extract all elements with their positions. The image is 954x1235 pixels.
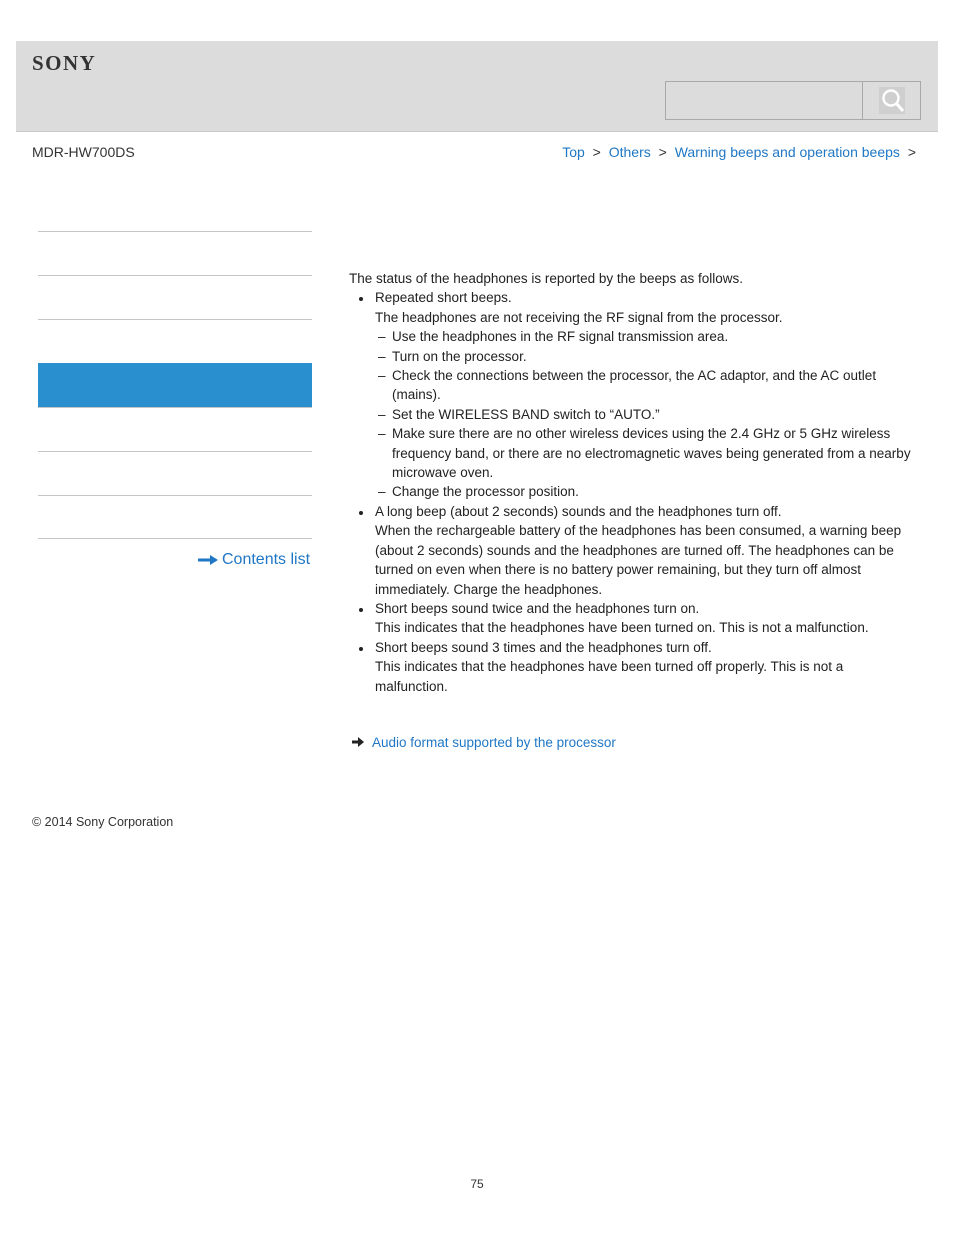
remedy-item: – Make sure there are no other wireless devices using the 2.4 GHz or 5 GHz wireless frequency band, or there are no electromagnetic waves being generated from a nearby microwave oven. [378, 426, 911, 481]
page-number: 75 [470, 1177, 484, 1191]
sidebar-item-6[interactable] [38, 451, 312, 495]
page-header [16, 41, 938, 132]
sidebar-item-3[interactable] [38, 319, 312, 363]
sidebar-item-active[interactable] [38, 363, 312, 407]
remedy-text: Set the WIRELESS BAND switch to “AUTO.” [392, 406, 660, 422]
breadcrumb-separator: > [658, 144, 667, 160]
bullet-description: When the rechargeable battery of the headphones has been consumed, a warning beep (about 2 seconds) sounds and the headphones are turned off. The headphones can be turned on even when there is no battery power remaining, but they turn off almost immediately. Charge the headphones. [375, 523, 902, 597]
search-button[interactable] [862, 82, 920, 119]
list-item [349, 502, 919, 599]
remedy-text: Use the headphones in the RF signal transmission area. [392, 329, 729, 345]
remedy-item: – Set the WIRELESS BAND switch to “AUTO.” [378, 406, 660, 422]
breadcrumb-top[interactable]: Top [562, 144, 585, 160]
sidebar-item-5[interactable] [38, 407, 312, 451]
remedy-list [375, 327, 919, 502]
remedy-text: Make sure there are no other wireless devices using the 2.4 GHz or 5 GHz wireless frequency band, or there are no electromagnetic waves being generated from a nearby microwave oven. [392, 426, 911, 481]
remedy-item: – Change the processor position. [378, 484, 579, 500]
bullet-description: This indicates that the headphones have been turned off properly. This is not a malfunction. [375, 659, 844, 694]
remedy-text: Change the processor position. [392, 484, 579, 500]
contents-list-label: Contents list [222, 551, 311, 568]
list-item [349, 638, 919, 696]
beep-status-list [349, 288, 919, 696]
main-content [349, 269, 919, 696]
bullet-title: A long beep (about 2 seconds) sounds and the headphones turn off. [375, 503, 782, 519]
contents-list-link[interactable] [198, 551, 310, 569]
search-input[interactable] [666, 82, 860, 119]
list-item [349, 599, 919, 638]
related-topic [352, 735, 616, 750]
sony-logo[interactable]: SONY [32, 51, 97, 75]
remedy-text: Check the connections between the processor, the AC adaptor, and the AC outlet (mains). [392, 368, 877, 403]
arrow-right-icon [198, 555, 218, 565]
remedy-item: – Use the headphones in the RF signal transmission area. [378, 329, 729, 345]
search-box [665, 81, 921, 120]
bullet-title: Repeated short beeps. [375, 290, 512, 306]
remedy-item: – Turn on the processor. [378, 348, 527, 364]
copyright: © 2014 Sony Corporation [32, 815, 174, 829]
breadcrumb-separator: > [592, 144, 601, 160]
remedy-item: – Check the connections between the processor, the AC adaptor, and the AC outlet (mains). [378, 368, 877, 403]
breadcrumb-warning-beeps[interactable]: Warning beeps and operation beeps [674, 144, 900, 160]
breadcrumb-others[interactable]: Others [608, 144, 651, 160]
related-topic-link[interactable]: Audio format supported by the processor [372, 735, 616, 750]
bullet-title: Short beeps sound 3 times and the headphones turn off. [375, 639, 712, 655]
bullet-title: Short beeps sound twice and the headphones turn on. [375, 600, 700, 616]
bullet-description: The headphones are not receiving the RF signal from the processor. [375, 309, 783, 325]
intro-text: The status of the headphones is reported by the beeps as follows. [349, 271, 743, 286]
breadcrumb [562, 144, 920, 160]
arrow-right-icon [352, 737, 364, 747]
sidebar-item-7[interactable] [38, 495, 312, 539]
remedy-text: Turn on the processor. [392, 348, 527, 364]
bullet-description: This indicates that the headphones have been turned on. This is not a malfunction. [375, 620, 869, 636]
model-name: MDR-HW700DS [32, 144, 135, 160]
sidebar-item-2[interactable] [38, 275, 312, 319]
search-icon [879, 87, 905, 114]
list-item [349, 288, 919, 501]
breadcrumb-separator: > [907, 144, 916, 160]
sidebar-nav [38, 231, 312, 539]
sidebar-item-1[interactable] [38, 231, 312, 275]
